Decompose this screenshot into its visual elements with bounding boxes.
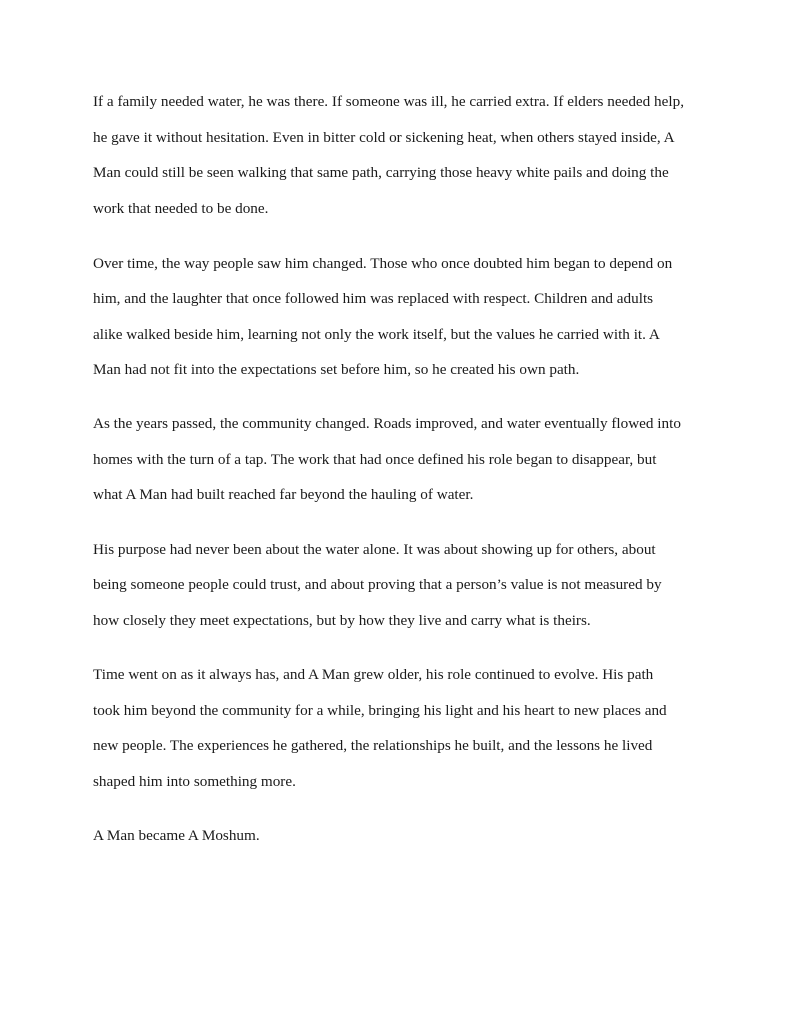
text-line: Man had not fit into the expectations set before him, so he created his own path. — [93, 361, 580, 378]
text-line: Time went on as it always has, and A Man grew older, his role continued to evolve. His path — [93, 666, 654, 683]
text-line: homes with the turn of a tap. The work that had once defined his role began to disappear, but — [93, 451, 657, 468]
text-line: him, and the laughter that once followed him was replaced with respect. Children and adults — [93, 290, 654, 307]
text-line: His purpose had never been about the water alone. It was about showing up for others, about — [93, 541, 656, 558]
text-line: he gave it without hesitation. Even in bitter cold or sickening heat, when others stayed inside, A — [93, 129, 675, 146]
text-line: If a family needed water, he was there. If someone was ill, he carried extra. If elders needed help, — [93, 93, 685, 110]
text-line: what A Man had built reached far beyond the hauling of water. — [93, 486, 474, 503]
text-line: shaped him into something more. — [93, 773, 296, 790]
text-line: Over time, the way people saw him changed. Those who once doubted him began to depend on — [93, 255, 673, 272]
text-line: As the years passed, the community changed. Roads improved, and water eventually flowed into — [93, 415, 681, 432]
text-line: being someone people could trust, and about proving that a person’s value is not measured by — [93, 576, 662, 593]
text-line: new people. The experiences he gathered, the relationships he built, and the lessons he lived — [93, 737, 653, 754]
text-line: took him beyond the community for a while, bringing his light and his heart to new places and — [93, 702, 667, 719]
text-line: A Man became A Moshum. — [93, 827, 260, 844]
text-line: how closely they meet expectations, but by how they live and carry what is theirs. — [93, 612, 591, 629]
text-line: Man could still be seen walking that same path, carrying those heavy white pails and doing the — [93, 164, 669, 181]
text-line: work that needed to be done. — [93, 200, 269, 217]
text-line: alike walked beside him, learning not only the work itself, but the values he carried with it. A — [93, 326, 660, 343]
